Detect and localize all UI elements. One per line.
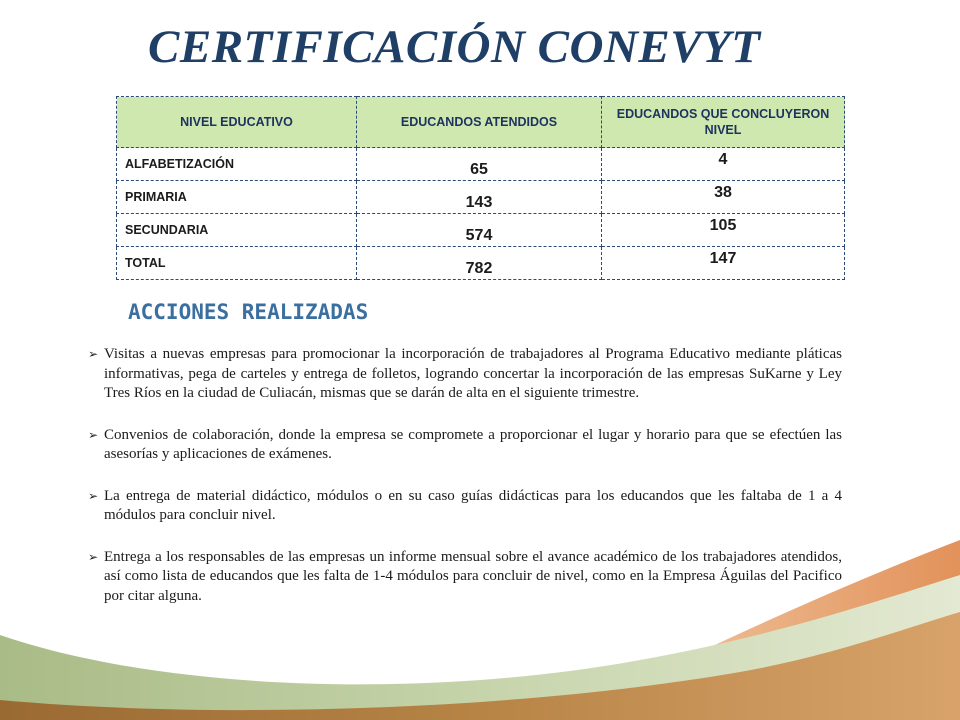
list-item xyxy=(88,426,842,465)
list-item-text: La entrega de material didáctico, módulos o en su caso guías didácticas para los educandos que les faltaba de 1 a 4 módulos para concluir nivel. xyxy=(104,487,842,523)
table-row xyxy=(117,148,845,181)
header-educandos-atendidos: EDUCANDOS ATENDIDOS xyxy=(357,97,602,148)
row-attended: 782 xyxy=(357,247,602,280)
row-attended: 65 xyxy=(357,148,602,181)
row-attended: 143 xyxy=(357,181,602,214)
arrow-bullet-icon: ➢ xyxy=(88,549,99,564)
table-row xyxy=(117,247,845,280)
row-level: ALFABETIZACIÓN xyxy=(117,148,357,181)
row-concluded: 105 xyxy=(602,214,845,247)
section-title: ACCIONES REALIZADAS xyxy=(128,300,369,324)
table-row xyxy=(117,181,845,214)
row-concluded: 38 xyxy=(602,181,845,214)
row-level: PRIMARIA xyxy=(117,181,357,214)
arrow-bullet-icon: ➢ xyxy=(88,488,99,503)
row-attended: 574 xyxy=(357,214,602,247)
row-level: SECUNDARIA xyxy=(117,214,357,247)
arrow-bullet-icon: ➢ xyxy=(88,427,99,442)
row-concluded: 4 xyxy=(602,148,845,181)
list-item-text: Entrega a los responsables de las empresas un informe mensual sobre el avance académico de los trabajadores atendidos, así como lista de educandos que les falta de 1-4 módulos para concluir de nivel, como en la Empresa Águilas del Pacifico por citar alguna. xyxy=(104,548,842,604)
list-item xyxy=(88,548,842,607)
table-row xyxy=(117,214,845,247)
table-header-row xyxy=(117,97,845,148)
list-item xyxy=(88,345,842,404)
header-educandos-concluyeron: EDUCANDOS QUE CONCLUYERON NIVEL xyxy=(602,97,845,148)
actions-list xyxy=(88,345,842,628)
list-item-text: Visitas a nuevas empresas para promocionar la incorporación de trabajadores al Programa Educativo mediante pláticas informativas, pega de carteles y entrega de folletos, logrando concertar la incorporación de las empresas SuKarne y Ley Tres Ríos en la ciudad de Culiacán, mismas que se darán de alta en el siguiente trimestre. xyxy=(104,346,842,401)
header-nivel-educativo: NIVEL EDUCATIVO xyxy=(117,97,357,148)
arrow-bullet-icon: ➢ xyxy=(88,347,99,361)
page-title: CERTIFICACIÓN CONEVYT xyxy=(148,21,761,73)
row-level: TOTAL xyxy=(117,247,357,280)
certification-table xyxy=(116,96,845,280)
list-item xyxy=(88,487,842,526)
list-item-text: Convenios de colaboración, donde la empresa se compromete a proporcionar el lugar y horario para que se efectúen las asesorías y aplicaciones de exámenes. xyxy=(104,426,842,462)
row-concluded: 147 xyxy=(602,247,845,280)
